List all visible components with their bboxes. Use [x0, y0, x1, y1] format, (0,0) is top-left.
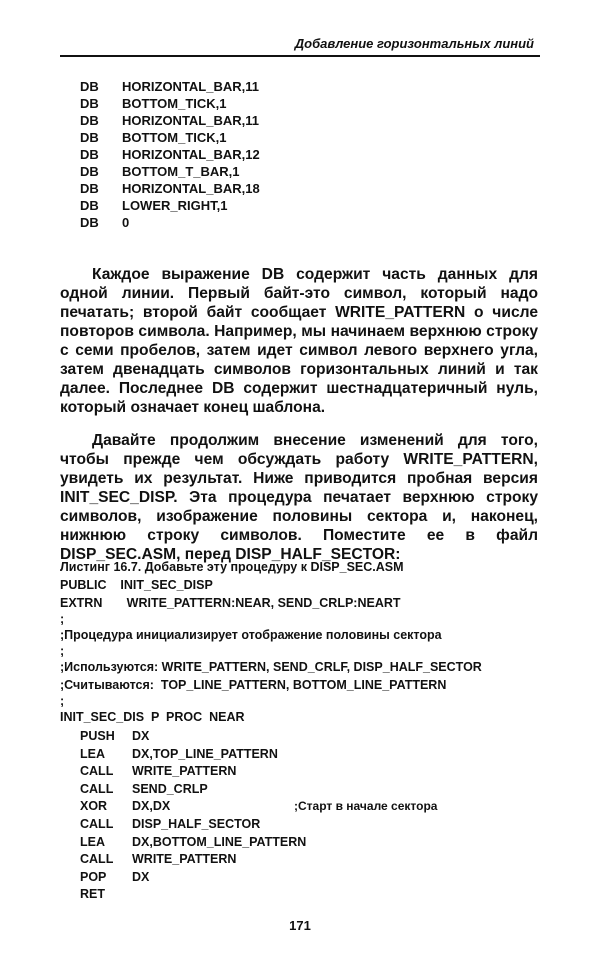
listing-extrn-line: EXTRN WRITE_PATTERN:NEAR, SEND_CRLP:NEART — [60, 596, 401, 610]
code-line — [60, 746, 437, 764]
db-line — [80, 180, 260, 197]
code-op: LEA — [80, 834, 105, 849]
code-arg: DX,BOTTOM_LINE_PATTERN — [132, 834, 307, 849]
db-arg: 0 — [122, 215, 130, 230]
db-arg: HORIZONTAL_BAR,11 — [122, 113, 259, 128]
db-op: DB — [80, 164, 99, 179]
db-arg: HORIZONTAL_BAR,11 — [122, 79, 259, 94]
db-arg: HORIZONTAL_BAR,18 — [122, 181, 260, 196]
listing-caption: Листинг 16.7. Добавьте эту процедуру к DISP_SEC.ASM — [60, 560, 404, 574]
code-line — [60, 886, 437, 904]
code-arg: DISP_HALF_SECTOR — [132, 816, 261, 831]
db-op: DB — [80, 130, 99, 145]
db-line — [80, 214, 260, 231]
listing-comment: ;Считываются: TOP_LINE_PATTERN, BOTTOM_LINE_PATTERN — [60, 678, 447, 692]
listing-comment: ;Процедура инициализирует отображение половины сектора — [60, 628, 442, 642]
code-arg: DX,TOP_LINE_PATTERN — [132, 746, 278, 761]
code-op: XOR — [80, 799, 108, 814]
db-arg: BOTTOM_TICK,1 — [122, 130, 227, 145]
code-op: PUSH — [80, 729, 115, 743]
code-line — [60, 834, 437, 852]
db-op: DB — [80, 79, 99, 94]
code-arg — [132, 886, 294, 904]
db-line — [80, 129, 260, 146]
db-line — [80, 197, 260, 214]
db-op: DB — [80, 181, 99, 196]
code-arg: DX,DX — [132, 799, 171, 814]
db-line — [80, 78, 260, 95]
listing-proc-line: INIT_SEC_DIS P PROC NEAR — [60, 710, 245, 724]
db-line — [80, 146, 260, 163]
code-arg: WRITE_PATTERN — [132, 852, 237, 867]
db-arg: BOTTOM_TICK,1 — [122, 96, 227, 111]
code-comment: ;Старт в начале сектора — [294, 799, 438, 814]
page-number: 171 — [289, 918, 311, 933]
code-op: CALL — [80, 764, 114, 779]
code-op: LEA — [80, 746, 105, 761]
code-line — [60, 728, 437, 746]
code-line — [60, 798, 437, 816]
code-op: RET — [80, 887, 105, 902]
db-arg: HORIZONTAL_BAR,12 — [122, 147, 260, 162]
db-arg: LOWER_RIGHT,1 — [122, 198, 228, 213]
db-arg: BOTTOM_T_BAR,1 — [122, 164, 240, 179]
code-arg: WRITE_PATTERN — [132, 764, 237, 779]
db-op: DB — [80, 215, 99, 230]
code-line — [60, 763, 437, 781]
code-op: CALL — [80, 852, 114, 867]
header-title: Добавление горизонтальных линий — [294, 36, 534, 51]
code-op: CALL — [80, 816, 114, 831]
code-block — [60, 728, 437, 904]
db-op: DB — [80, 113, 99, 128]
header-rule — [60, 55, 540, 57]
db-data-block — [80, 78, 260, 231]
code-line — [60, 816, 437, 834]
db-op: DB — [80, 96, 99, 111]
code-op: POP — [80, 869, 107, 884]
listing-semicolon: ; — [60, 612, 65, 626]
db-line — [80, 95, 260, 112]
db-line — [80, 163, 260, 180]
listing-semicolon: ; — [60, 644, 65, 658]
body-paragraph-2: Давайте продолжим внесение изменений для того, чтобы прежде чем обсуждать работу WRITE_PATTERN, увидеть их результат. Ниже приводится пробная версия INIT_SEC_DISP. Эта процедура печатает верхнюю строку символов, изображение половины сектора и, наконец, нижнюю строку символов. Поместите ее в файл DISP_SEC.ASM, перед DISP_HALF_SECTOR: — [60, 431, 538, 563]
code-arg: DX — [132, 729, 150, 743]
listing-semicolon: ; — [60, 694, 65, 708]
db-op: DB — [80, 147, 99, 162]
running-header — [60, 36, 540, 57]
listing-public-line: PUBLIC INIT_SEC_DISP — [60, 578, 213, 592]
db-line — [80, 112, 260, 129]
listing-comment: ;Используются: WRITE_PATTERN, SEND_CRLF, DISP_HALF_SECTOR — [60, 660, 482, 674]
db-op: DB — [80, 198, 99, 213]
code-line — [60, 869, 437, 887]
listing-header — [60, 558, 540, 726]
code-arg: DX — [132, 869, 150, 884]
code-line — [60, 851, 437, 869]
code-arg: SEND_CRLP — [132, 781, 208, 796]
code-line — [60, 781, 437, 799]
code-op: CALL — [80, 781, 114, 796]
body-paragraph-1: Каждое выражение DB содержит часть данных для одной линии. Первый байт-это символ, который надо печатать; второй байт сообщает WRITE_PATTERN о числе повторов символа. Например, мы начинаем верхнюю строку с семи пробелов, затем идет символ левого верхнего угла, затем двенадцать символов горизонтальных линий и так далее. Последнее DB содержит шестнадцатеричный нуль, который означает конец шаблона. — [60, 265, 538, 416]
